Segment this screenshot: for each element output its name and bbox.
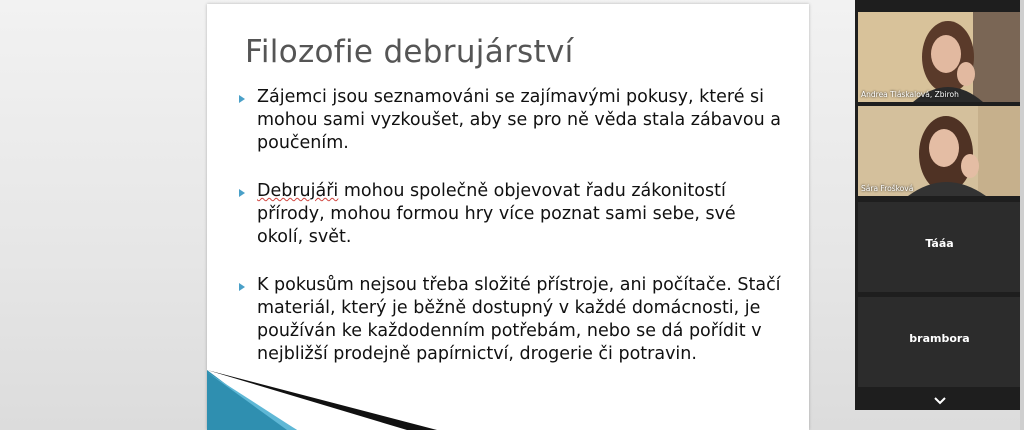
participant-video (858, 12, 1021, 102)
participant-name: Sára Frošková (861, 184, 914, 193)
bullet-text: Zájemci jsou seznamováni se zajímavými pokusy, které si mohou sami vyzkoušet, aby se pro ně věda stala zábavou a poučením. (257, 87, 781, 153)
slide-title: Filozofie debrujárství (245, 34, 574, 70)
participant-tile[interactable] (858, 12, 1021, 102)
slide-decoration (207, 370, 809, 430)
participant-name: brambora (909, 332, 970, 345)
scrollbar-area (1020, 0, 1024, 430)
bullet-arrow-icon (239, 95, 245, 103)
participant-video (858, 106, 1021, 196)
bullet-item (239, 180, 784, 249)
participant-name: Andrea Tláskalová, Zbiroh (861, 90, 959, 99)
bullet-text: K pokusům nejsou třeba složité přístroje, ani počítače. Stačí materiál, který je běžně dostupný v každé domácnosti, je používán ke každodenním potřebám, nebo se dá pořídit v nejbližší prodejně papírnictví, drogerie či potravin. (257, 275, 781, 364)
participant-name: Tááa (925, 237, 954, 250)
misspelled-word: Debrujáři (257, 181, 339, 201)
chevron-down-icon[interactable] (855, 394, 1024, 408)
bullet-arrow-icon (239, 189, 245, 197)
participant-tile[interactable] (858, 202, 1021, 292)
bullet-arrow-icon (239, 283, 245, 291)
bullet-item (239, 274, 784, 366)
participant-tile[interactable] (858, 297, 1021, 387)
bullet-text-rest: mohou společně objevovat řadu zákonitostí přírody, mohou formou hry více poznat sami sebe, své okolí, svět. (257, 181, 736, 247)
bullet-text (257, 180, 784, 249)
bullet-item (239, 86, 784, 155)
participant-tile[interactable] (858, 106, 1021, 196)
presentation-slide (207, 4, 809, 430)
participants-panel (855, 0, 1024, 410)
